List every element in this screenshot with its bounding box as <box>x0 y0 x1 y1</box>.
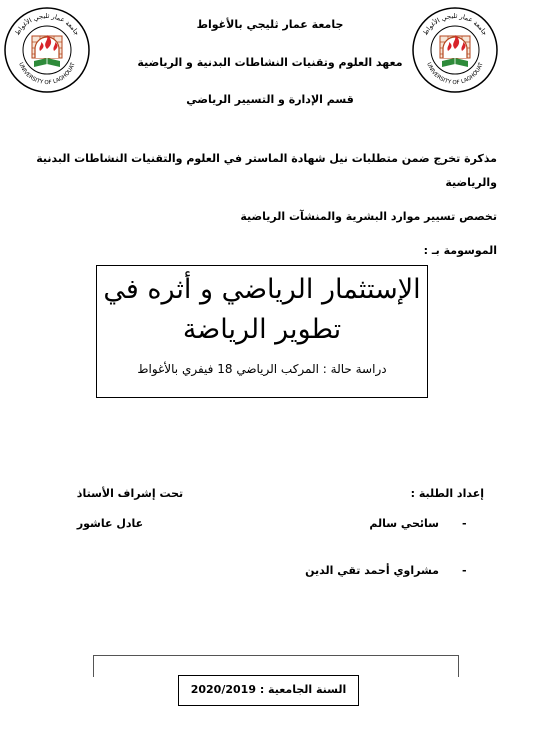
thesis-title-line1: الإستثمار الرياضي و أثره في <box>103 274 421 305</box>
academic-year-value: 2020/2019 <box>190 683 256 696</box>
decorative-frame <box>93 655 459 677</box>
thesis-title-line2: تطوير الرياضة <box>182 314 342 345</box>
logo-latin-text-right: UNIVERSITY OF LAGHOUAT <box>425 61 485 87</box>
student-bullet-1: - <box>462 517 467 530</box>
academic-year-label: السنة الجامعية : <box>259 683 347 696</box>
students-label: إعداد الطلبة : <box>410 487 484 500</box>
student-bullet-2: - <box>462 564 467 577</box>
thesis-requirement-line1: مذكرة تخرج ضمن متطلبات نيل شهادة الماستر في العلوم والتقنيات النشاطات البدنية <box>36 152 497 165</box>
academic-year-box <box>178 675 359 706</box>
thesis-title-box <box>96 265 428 398</box>
student-name-2: مشراوي أحمد تقي الدين <box>305 564 439 577</box>
logo-arabic-text-right: جامعة عمار ثليجي الأغواط <box>421 11 489 37</box>
thesis-specialty: تخصص تسيير موارد البشرية والمنشآت الرياضية <box>240 210 497 223</box>
university-name: جامعة عمار ثليجي بالأغواط <box>196 18 344 31</box>
institute-name: معهد العلوم وتقنيات النشاطات البدنية و الرياضية <box>137 56 403 69</box>
department-name: قسم الإدارة و التسيير الرياضي <box>186 93 354 106</box>
titled-label: الموسومة بـ : <box>423 244 497 257</box>
case-study-line: دراسة حالة : المركب الرياضي 18 فيفري بالأغواط <box>137 362 387 376</box>
student-name-1: سائحي سالم <box>369 517 439 530</box>
supervisor-label: تحت إشراف الأستاذ <box>76 487 184 500</box>
supervisor-name: عادل عاشور <box>76 517 144 530</box>
logo-latin-text-left: UNIVERSITY OF LAGHOUAT <box>17 61 77 87</box>
logo-arabic-text-left: جامعة عمار ثليجي الأغواط <box>13 11 81 37</box>
thesis-requirement-line2: والرياضية <box>445 176 497 189</box>
